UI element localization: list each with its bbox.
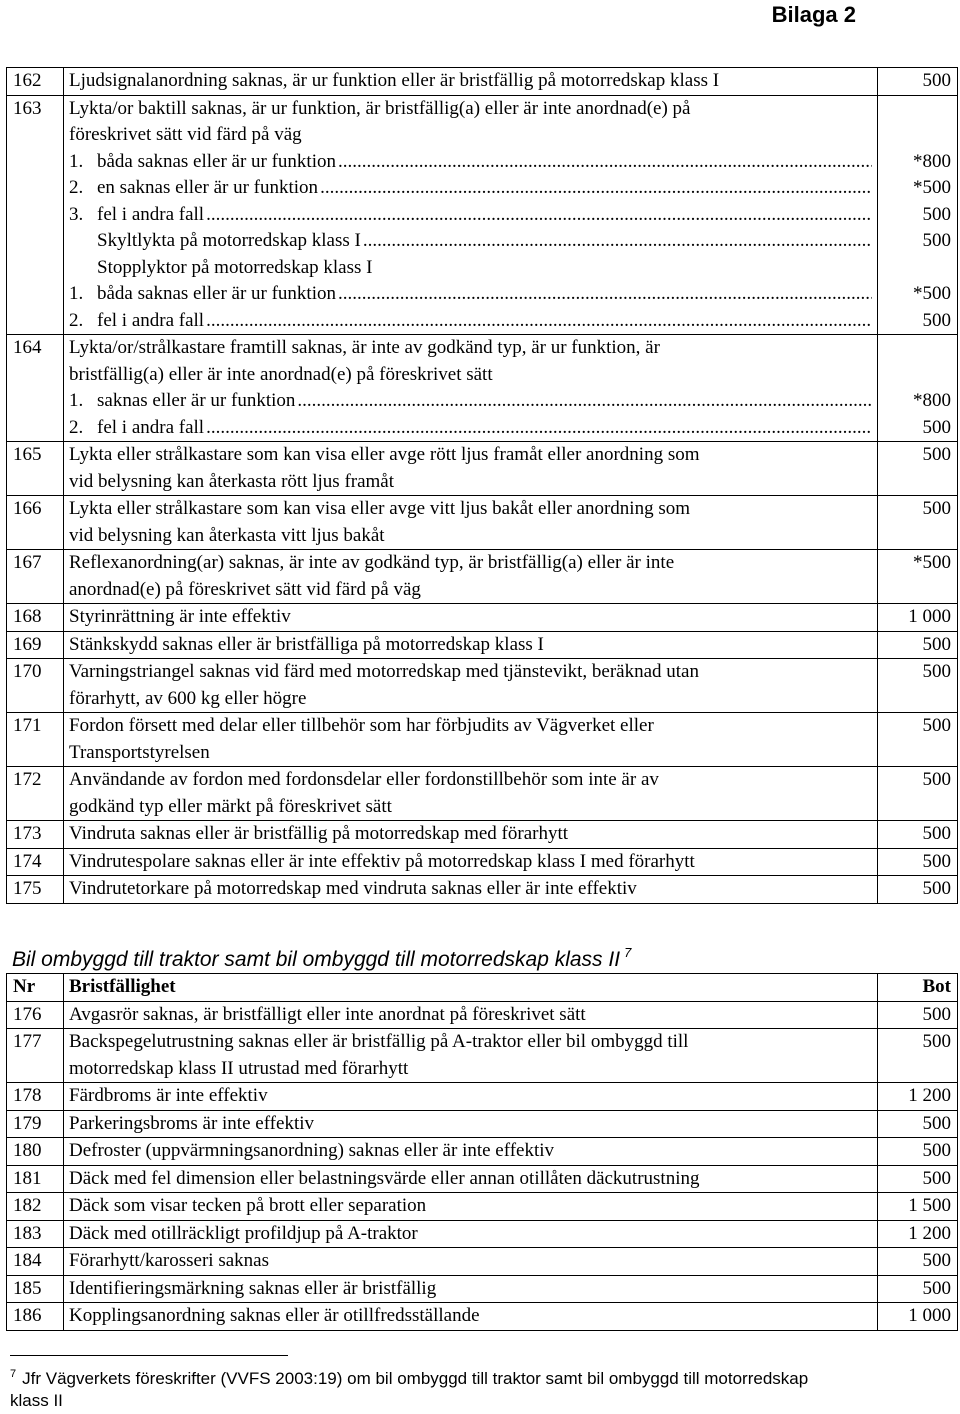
- row-description: [64, 604, 878, 632]
- subitem-line: [69, 281, 872, 308]
- subitem-fine: *500: [913, 177, 951, 198]
- fine-value: 1 500: [908, 1195, 951, 1216]
- fine-value: 500: [922, 878, 951, 899]
- description-line: bristfällig(a) eller är inte anordnad(e) på föreskrivet sätt: [69, 363, 493, 385]
- row-description: [64, 1029, 878, 1083]
- row-description: [64, 550, 878, 604]
- header-nr: Nr: [7, 974, 64, 1002]
- row-number: 184: [7, 1248, 64, 1276]
- row-number: 175: [7, 876, 64, 904]
- row-number: 165: [7, 442, 64, 496]
- row-number: 173: [7, 821, 64, 849]
- fine-value: 500: [922, 1031, 951, 1052]
- row-number: 183: [7, 1220, 64, 1248]
- subitem-fine: 500: [922, 416, 951, 438]
- description-line: Stänkskydd saknas eller är bristfälliga på motorredskap klass I: [69, 633, 544, 655]
- section-title: [12, 938, 631, 975]
- row-fine: [878, 1165, 958, 1193]
- row-fine: [878, 442, 958, 496]
- description-line: Lykta eller strålkastare som kan visa eller avge rött ljus framåt eller anordning som: [69, 444, 700, 465]
- subitem-number: 1.: [69, 283, 84, 304]
- subitem-label: fel i andra fall: [97, 203, 205, 225]
- table-row: [7, 604, 958, 632]
- row-fine: [878, 876, 958, 904]
- footnote-number: 7: [10, 1368, 17, 1380]
- row-number: 168: [7, 604, 64, 632]
- subitem-number: 1.: [69, 150, 84, 172]
- subitem-label: Skyltlykta på motorredskap klass I: [97, 230, 361, 251]
- subitem-line: [69, 388, 872, 415]
- row-description: [64, 821, 878, 849]
- fine-spacer: [883, 122, 951, 149]
- row-fine: [878, 604, 958, 632]
- row-description: [64, 1165, 878, 1193]
- table-row: [7, 1110, 958, 1138]
- table-row: [7, 1138, 958, 1166]
- row-number: 166: [7, 496, 64, 550]
- row-description: [64, 659, 878, 713]
- description-line: förarhytt, av 600 kg eller högre: [69, 687, 307, 709]
- description-line: Transportstyrelsen: [69, 741, 210, 763]
- table-row: [7, 1275, 958, 1303]
- footnote-text: Jfr Vägverkets föreskrifter (VVFS 2003:19) om bil ombyggd till traktor samt bil ombyggd till motorredskap klass II: [10, 1369, 809, 1410]
- description-line: Däck som visar tecken på brott eller separation: [69, 1195, 427, 1216]
- row-description: [64, 767, 878, 821]
- description-line: Vindruta saknas eller är bristfällig på motorredskap med förarhytt: [69, 823, 569, 844]
- row-description: [64, 1001, 878, 1029]
- section-title-text: Bil ombyggd till traktor samt bil ombyggd till motorredskap klass II: [12, 948, 621, 971]
- row-number: 174: [7, 848, 64, 876]
- description-line: Vindrutetorkare på motorredskap med vindruta saknas eller är inte effektiv: [69, 878, 637, 899]
- row-description: [64, 1220, 878, 1248]
- row-fine: [878, 550, 958, 604]
- row-description: [64, 335, 878, 442]
- row-fine: [878, 496, 958, 550]
- table-row: [7, 713, 958, 767]
- description-line: Varningstriangel saknas vid färd med motorredskap med tjänstevikt, beräknad utan: [69, 661, 699, 682]
- fine-value: 500: [922, 70, 951, 91]
- subitem-line: [69, 175, 872, 202]
- row-number: 162: [7, 68, 64, 96]
- row-fine: [878, 1001, 958, 1029]
- section-footnote-ref: 7: [624, 945, 632, 960]
- fine-value: 500: [922, 769, 951, 790]
- dot-leader: [295, 388, 872, 415]
- row-fine: [878, 713, 958, 767]
- description-line: Fordon försett med delar eller tillbehör som har förbjudits av Vägverket eller: [69, 715, 654, 736]
- fine-spacer: [883, 362, 951, 389]
- table-row: [7, 95, 958, 335]
- description-line: Däck med fel dimension eller belastningsvärde eller annan otillåten däckutrustning: [69, 1167, 700, 1189]
- fine-table-176-186: [6, 973, 958, 1331]
- dot-leader: [318, 175, 872, 202]
- subitem-fine: 500: [922, 203, 951, 225]
- description-line: Avgasrör saknas, är bristfälligt eller inte anordnat på föreskrivet sätt: [69, 1003, 586, 1025]
- subitem-number: 2.: [69, 177, 84, 198]
- description-line: Däck med otillräckligt profildjup på A-traktor: [69, 1222, 418, 1244]
- subitem-label: saknas eller är ur funktion: [97, 390, 296, 411]
- description-line: Defroster (uppvärmningsanordning) saknas eller är inte effektiv: [69, 1140, 555, 1161]
- row-fine: [878, 1138, 958, 1166]
- row-fine: [878, 68, 958, 96]
- table-row: [7, 442, 958, 496]
- description-line: motorredskap klass II utrustad med förarhytt: [69, 1057, 409, 1079]
- dot-leader: [204, 202, 872, 229]
- description-line: Parkeringsbroms är inte effektiv: [69, 1112, 314, 1134]
- description-line: Backspegelutrustning saknas eller är bristfällig på A-traktor eller bil ombyggd till: [69, 1031, 689, 1052]
- subitem-label: en saknas eller är ur funktion: [97, 177, 319, 198]
- page-header-title: Bilaga 2: [771, 2, 856, 27]
- row-number: 169: [7, 631, 64, 659]
- description-line: Förarhytt/karosseri saknas: [69, 1250, 269, 1271]
- row-fine: [878, 1083, 958, 1111]
- row-number: 176: [7, 1001, 64, 1029]
- subitem-line: [69, 415, 872, 442]
- row-fine: [878, 821, 958, 849]
- table-header-row: [7, 974, 958, 1002]
- row-number: 171: [7, 713, 64, 767]
- table-row: [7, 68, 958, 96]
- table-row: [7, 1029, 958, 1083]
- row-fine: [878, 767, 958, 821]
- description-line: godkänd typ eller märkt på föreskrivet sätt: [69, 795, 392, 817]
- row-fine: [878, 95, 958, 335]
- fine-value: 500: [922, 1112, 951, 1134]
- table-row: [7, 496, 958, 550]
- fine-value: 500: [922, 1140, 951, 1161]
- table-row: [7, 1165, 958, 1193]
- description-line: vid belysning kan återkasta vitt ljus bakåt: [69, 524, 385, 546]
- table-row: [7, 550, 958, 604]
- table-row: [7, 1248, 958, 1276]
- fine-value: 1 000: [908, 606, 951, 627]
- fine-value: 500: [922, 823, 951, 844]
- row-fine: [878, 848, 958, 876]
- row-number: 179: [7, 1110, 64, 1138]
- row-description: [64, 1110, 878, 1138]
- row-fine: [878, 1220, 958, 1248]
- fine-spacer: [883, 96, 951, 123]
- row-fine: [878, 631, 958, 659]
- header-bot: Bot: [878, 974, 958, 1002]
- row-description: [64, 1083, 878, 1111]
- row-number: 164: [7, 335, 64, 442]
- subitem-number: 2.: [69, 416, 84, 438]
- table-row: [7, 1001, 958, 1029]
- subitem-number: 3.: [69, 203, 84, 225]
- fine-value: 500: [922, 1167, 951, 1189]
- row-description: [64, 1275, 878, 1303]
- description-line: Lykta eller strålkastare som kan visa eller avge vitt ljus bakåt eller anordning som: [69, 498, 691, 519]
- row-number: 182: [7, 1193, 64, 1221]
- table-row: [7, 876, 958, 904]
- row-fine: [878, 1303, 958, 1331]
- subitem-line: [69, 202, 872, 229]
- row-description: [64, 496, 878, 550]
- subitem-fine: *800: [913, 390, 951, 411]
- description-line: Lykta/or/strålkastare framtill saknas, är inte av godkänd typ, är ur funktion, är: [69, 337, 660, 358]
- dot-leader: [204, 308, 872, 335]
- description-line: vid belysning kan återkasta rött ljus framåt: [69, 470, 395, 492]
- row-description: [64, 1303, 878, 1331]
- fine-value: 1 200: [908, 1222, 951, 1244]
- description-line: Ljudsignalanordning saknas, är ur funktion eller är bristfällig på motorredskap klass I: [69, 70, 720, 91]
- description-line: anordnad(e) på föreskrivet sätt vid färd på väg: [69, 578, 421, 600]
- footnote-divider: [10, 1355, 288, 1356]
- row-number: 177: [7, 1029, 64, 1083]
- row-number: 185: [7, 1275, 64, 1303]
- row-fine: [878, 1193, 958, 1221]
- subitem-label: båda saknas eller är ur funktion: [97, 283, 336, 304]
- row-fine: [878, 1275, 958, 1303]
- description-line: Vindrutespolare saknas eller är inte effektiv på motorredskap klass I med förarhytt: [69, 850, 695, 872]
- row-number: 172: [7, 767, 64, 821]
- description-line: Identifieringsmärkning saknas eller är bristfällig: [69, 1277, 437, 1299]
- table-row: [7, 1303, 958, 1331]
- fine-value: 500: [922, 850, 951, 872]
- fine-value: 500: [922, 498, 951, 519]
- subitem-fine: 500: [922, 309, 951, 331]
- fine-value: 1 000: [908, 1305, 951, 1326]
- dot-leader: [336, 149, 872, 176]
- description-line: föreskrivet sätt vid färd på väg: [69, 124, 302, 145]
- description-line: Användande av fordon med fordonsdelar eller fordonstillbehör som inte är av: [69, 769, 659, 790]
- table-row: [7, 1083, 958, 1111]
- fine-table-162-175: [6, 67, 958, 904]
- row-description: [64, 1193, 878, 1221]
- fine-value: 500: [922, 715, 951, 736]
- row-description: [64, 95, 878, 335]
- row-number: 178: [7, 1083, 64, 1111]
- fine-value: *500: [913, 552, 951, 573]
- subitem-number: 1.: [69, 390, 84, 411]
- row-number: 163: [7, 95, 64, 335]
- subitem-number: 2.: [69, 309, 84, 331]
- table-row: [7, 1220, 958, 1248]
- fine-value: 500: [922, 1003, 951, 1025]
- description-line: Kopplingsanordning saknas eller är otillfredsställande: [69, 1305, 480, 1326]
- row-description: [64, 68, 878, 96]
- row-description: [64, 713, 878, 767]
- subitem-label: fel i andra fall: [97, 309, 205, 331]
- dot-leader: [336, 281, 872, 308]
- description-line: Styrinrättning är inte effektiv: [69, 606, 291, 627]
- row-fine: [878, 1110, 958, 1138]
- row-number: 186: [7, 1303, 64, 1331]
- table-row: [7, 767, 958, 821]
- subitem-fine: [883, 255, 951, 282]
- subitem-line: [69, 228, 872, 255]
- row-description: [64, 1248, 878, 1276]
- row-fine: [878, 659, 958, 713]
- fine-value: 500: [922, 444, 951, 465]
- description-line: Färdbroms är inte effektiv: [69, 1085, 268, 1106]
- row-number: 180: [7, 1138, 64, 1166]
- table-row: [7, 335, 958, 442]
- fine-value: 500: [922, 633, 951, 655]
- row-description: [64, 1138, 878, 1166]
- subitem-line: [69, 255, 872, 282]
- dot-leader: [204, 415, 872, 442]
- row-description: [64, 631, 878, 659]
- fine-value: 500: [922, 1250, 951, 1271]
- dot-leader: [361, 228, 872, 255]
- fine-value: 500: [922, 661, 951, 682]
- row-number: 167: [7, 550, 64, 604]
- header-bristfallighet: Bristfällighet: [64, 974, 878, 1002]
- subitem-fine: *800: [913, 150, 951, 172]
- subitem-label: Stopplyktor på motorredskap klass I: [97, 256, 373, 278]
- row-description: [64, 876, 878, 904]
- subitem-label: båda saknas eller är ur funktion: [97, 150, 336, 172]
- table-row: [7, 1193, 958, 1221]
- subitem-line: [69, 149, 872, 176]
- table-row: [7, 821, 958, 849]
- row-fine: [878, 1029, 958, 1083]
- row-fine: [878, 1248, 958, 1276]
- description-line: Lykta/or baktill saknas, är ur funktion, är bristfällig(a) eller är inte anordnad(e) på: [69, 97, 691, 119]
- row-number: 170: [7, 659, 64, 713]
- fine-value: 500: [922, 1277, 951, 1299]
- fine-spacer: [883, 335, 951, 362]
- footnote: [10, 1363, 830, 1412]
- fine-value: 1 200: [908, 1085, 951, 1106]
- row-description: [64, 848, 878, 876]
- table-row: [7, 659, 958, 713]
- row-number: 181: [7, 1165, 64, 1193]
- table-row: [7, 848, 958, 876]
- description-line: Reflexanordning(ar) saknas, är inte av godkänd typ, är bristfällig(a) eller är inte: [69, 552, 675, 573]
- row-description: [64, 442, 878, 496]
- subitem-label: fel i andra fall: [97, 416, 205, 438]
- row-fine: [878, 335, 958, 442]
- subitem-fine: *500: [913, 283, 951, 304]
- subitem-fine: 500: [922, 230, 951, 251]
- table-row: [7, 631, 958, 659]
- subitem-line: [69, 308, 872, 335]
